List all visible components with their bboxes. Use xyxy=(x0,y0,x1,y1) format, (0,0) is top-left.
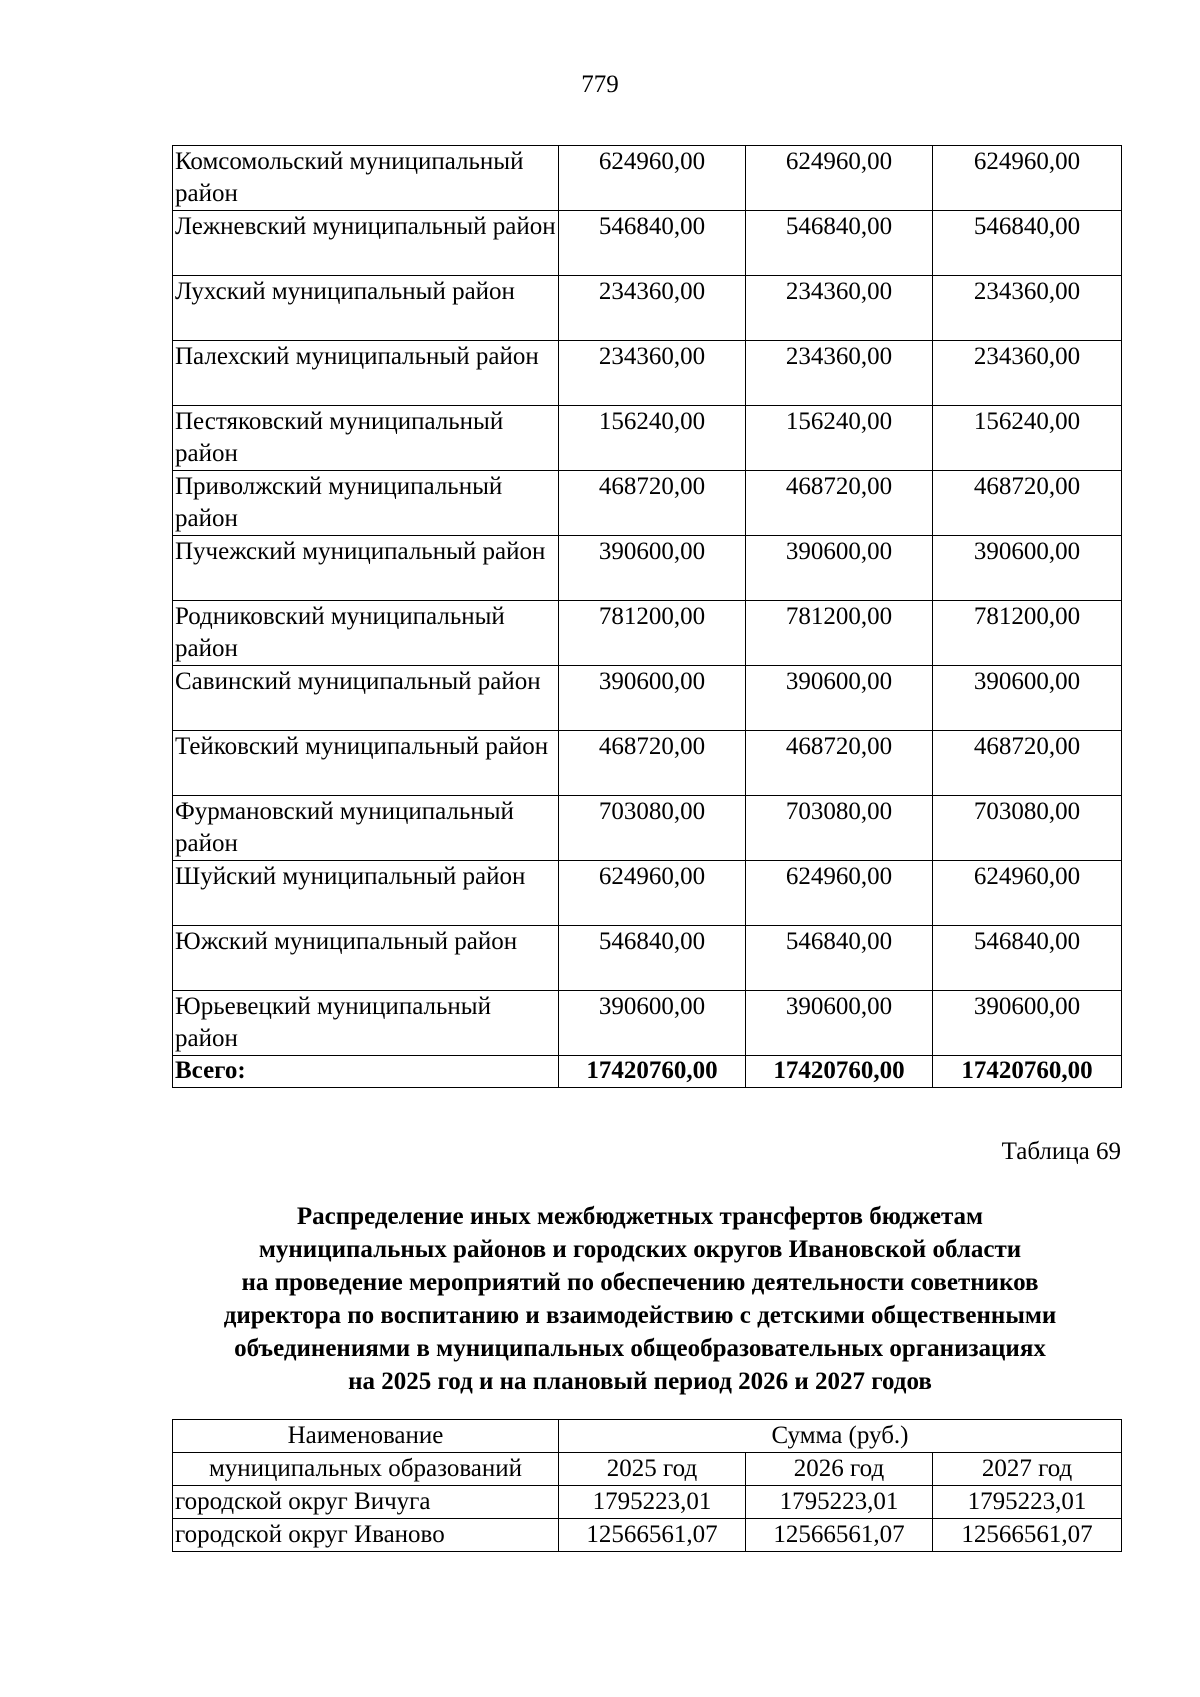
table-number-caption: Таблица 69 xyxy=(1001,1138,1121,1165)
row-value-2025: 546840,00 xyxy=(559,926,746,991)
row-value-2026: 234360,00 xyxy=(746,341,933,406)
header-year-2026: 2026 год xyxy=(746,1453,933,1486)
row-value-2026: 390600,00 xyxy=(746,991,933,1056)
header-name-line2: муниципальных образований xyxy=(173,1453,559,1486)
header-name-line1: Наименование xyxy=(173,1420,559,1453)
row-value-2027: 12566561,07 xyxy=(933,1519,1122,1552)
table-row xyxy=(173,471,1122,536)
row-value-2026: 546840,00 xyxy=(746,926,933,991)
row-value-2026: 234360,00 xyxy=(746,276,933,341)
table-row xyxy=(173,536,1122,601)
row-value-2025: 468720,00 xyxy=(559,471,746,536)
row-value-2025: 468720,00 xyxy=(559,731,746,796)
total-label: Всего: xyxy=(173,1056,559,1088)
total-value-2025: 17420760,00 xyxy=(559,1056,746,1088)
row-value-2026: 468720,00 xyxy=(746,471,933,536)
row-value-2027: 546840,00 xyxy=(933,211,1122,276)
row-value-2026: 156240,00 xyxy=(746,406,933,471)
row-value-2027: 156240,00 xyxy=(933,406,1122,471)
row-value-2025: 234360,00 xyxy=(559,341,746,406)
row-value-2027: 234360,00 xyxy=(933,341,1122,406)
row-value-2026: 468720,00 xyxy=(746,731,933,796)
row-value-2027: 390600,00 xyxy=(933,666,1122,731)
row-name: Южский муниципальный район xyxy=(173,926,559,991)
row-name: Лухский муниципальный район xyxy=(173,276,559,341)
row-name: Палехский муниципальный район xyxy=(173,341,559,406)
total-value-2027: 17420760,00 xyxy=(933,1056,1122,1088)
table-header-row xyxy=(173,1420,1122,1453)
row-value-2025: 624960,00 xyxy=(559,146,746,211)
table-row xyxy=(173,796,1122,861)
row-value-2025: 390600,00 xyxy=(559,536,746,601)
row-value-2025: 703080,00 xyxy=(559,796,746,861)
row-value-2027: 390600,00 xyxy=(933,991,1122,1056)
row-value-2025: 1795223,01 xyxy=(559,1486,746,1519)
row-value-2026: 624960,00 xyxy=(746,146,933,211)
allocation-table-continued xyxy=(172,145,1122,1088)
row-value-2026: 703080,00 xyxy=(746,796,933,861)
row-name: Пестяковский муниципальный район xyxy=(173,406,559,471)
row-value-2027: 781200,00 xyxy=(933,601,1122,666)
row-value-2027: 624960,00 xyxy=(933,861,1122,926)
table-row xyxy=(173,861,1122,926)
row-value-2026: 781200,00 xyxy=(746,601,933,666)
row-name: Приволжский муниципальный район xyxy=(173,471,559,536)
row-value-2025: 624960,00 xyxy=(559,861,746,926)
total-row xyxy=(173,1056,1122,1088)
row-name: Тейковский муниципальный район xyxy=(173,731,559,796)
total-value-2026: 17420760,00 xyxy=(746,1056,933,1088)
row-value-2025: 390600,00 xyxy=(559,991,746,1056)
row-value-2025: 12566561,07 xyxy=(559,1519,746,1552)
row-value-2026: 1795223,01 xyxy=(746,1486,933,1519)
table-row xyxy=(173,406,1122,471)
table-row xyxy=(173,991,1122,1056)
row-value-2025: 390600,00 xyxy=(559,666,746,731)
table-row xyxy=(173,926,1122,991)
row-value-2027: 390600,00 xyxy=(933,536,1122,601)
row-value-2027: 468720,00 xyxy=(933,471,1122,536)
table-title xyxy=(160,1200,1120,1398)
row-name: Фурмановский муниципальный район xyxy=(173,796,559,861)
table-row xyxy=(173,1519,1122,1552)
row-value-2027: 1795223,01 xyxy=(933,1486,1122,1519)
row-value-2027: 234360,00 xyxy=(933,276,1122,341)
table-row xyxy=(173,341,1122,406)
table-row xyxy=(173,666,1122,731)
header-year-2025: 2025 год xyxy=(559,1453,746,1486)
row-name: Юрьевецкий муниципальный район xyxy=(173,991,559,1056)
row-value-2026: 390600,00 xyxy=(746,536,933,601)
table-row xyxy=(173,1486,1122,1519)
header-year-2027: 2027 год xyxy=(933,1453,1122,1486)
row-name: Родниковский муниципальный район xyxy=(173,601,559,666)
row-value-2027: 546840,00 xyxy=(933,926,1122,991)
row-value-2027: 703080,00 xyxy=(933,796,1122,861)
allocation-table-69 xyxy=(172,1419,1122,1552)
page-number: 779 xyxy=(581,71,619,98)
title-line: муниципальных районов и городских округов Ивановской области xyxy=(258,1236,1022,1263)
title-line: на 2025 год и на плановый период 2026 и 2027 годов xyxy=(348,1368,932,1395)
table-row xyxy=(173,211,1122,276)
row-name: Шуйский муниципальный район xyxy=(173,861,559,926)
row-value-2026: 624960,00 xyxy=(746,861,933,926)
table-header-row xyxy=(173,1453,1122,1486)
title-line: Распределение иных межбюджетных трансфертов бюджетам xyxy=(296,1203,984,1230)
header-sum: Сумма (руб.) xyxy=(559,1420,1122,1453)
row-name: Комсомольский муниципальный район xyxy=(173,146,559,211)
row-name: Пучежский муниципальный район xyxy=(173,536,559,601)
row-value-2025: 546840,00 xyxy=(559,211,746,276)
row-value-2025: 156240,00 xyxy=(559,406,746,471)
row-value-2026: 390600,00 xyxy=(746,666,933,731)
title-line: объединениями в муниципальных общеобразовательных организациях xyxy=(234,1335,1046,1362)
table-row xyxy=(173,601,1122,666)
row-name: городской округ Иваново xyxy=(173,1519,559,1552)
row-value-2025: 781200,00 xyxy=(559,601,746,666)
row-value-2027: 624960,00 xyxy=(933,146,1122,211)
row-value-2027: 468720,00 xyxy=(933,731,1122,796)
row-name: Савинский муниципальный район xyxy=(173,666,559,731)
title-line: на проведение мероприятий по обеспечению деятельности советников xyxy=(241,1269,1039,1296)
row-name: городской округ Вичуга xyxy=(173,1486,559,1519)
table-row xyxy=(173,276,1122,341)
row-value-2026: 546840,00 xyxy=(746,211,933,276)
table-row xyxy=(173,146,1122,211)
table-row xyxy=(173,731,1122,796)
row-value-2026: 12566561,07 xyxy=(746,1519,933,1552)
row-value-2025: 234360,00 xyxy=(559,276,746,341)
title-line: директора по воспитанию и взаимодействию с детскими общественными xyxy=(223,1302,1057,1329)
row-name: Лежневский муниципальный район xyxy=(173,211,559,276)
